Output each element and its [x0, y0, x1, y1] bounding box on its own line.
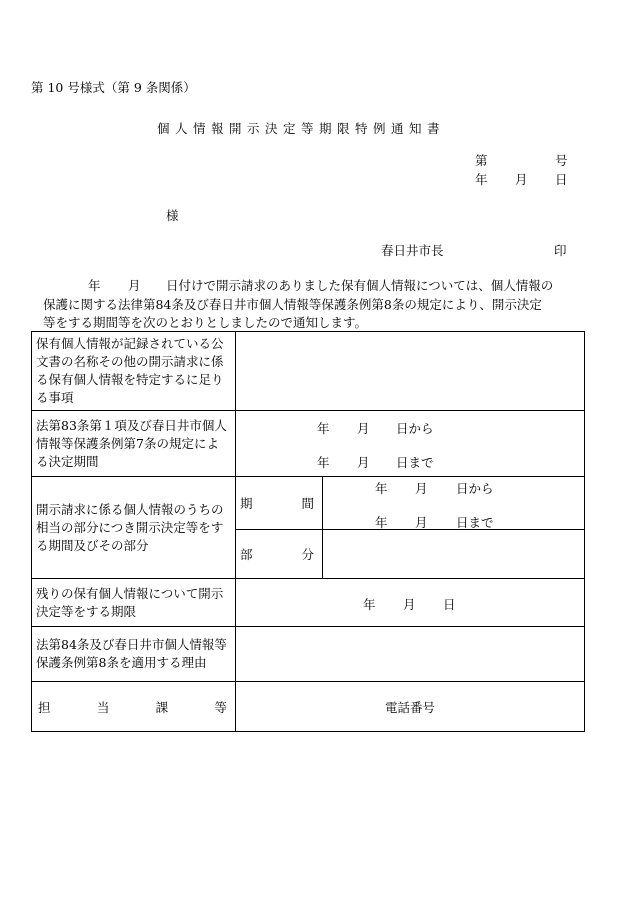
addressee-suffix: 様	[166, 208, 179, 223]
label-part-b: 分	[301, 547, 314, 562]
number-suffix: 号	[555, 153, 568, 168]
intro-month: 月	[128, 278, 141, 293]
partial-to-month: 月	[415, 515, 428, 530]
label-dept-char-3: 課	[155, 699, 169, 715]
intro-line-2: 保護に関する法律第84条及び春日井市個人情報等保護条例第8条の規定により、開示決定	[43, 297, 542, 312]
period-to-month: 月	[357, 455, 370, 470]
form-number: 第 10 号様式（第 9 条関係）	[31, 80, 196, 95]
header-date-year: 年	[475, 172, 488, 187]
label-part-a: 部	[240, 547, 253, 562]
intro-year: 年	[88, 278, 101, 293]
label-dept-char-1: 担	[38, 699, 51, 715]
header-date-month: 月	[515, 172, 528, 187]
field-target-documents[interactable]	[236, 332, 585, 411]
partial-from-day: 日から	[456, 481, 494, 496]
label-decision-period: 法第83条第１項及び春日井市個人情報等保護条例第7条の規定による決定期間	[32, 411, 236, 477]
label-partial-decision: 開示請求に係る個人情報のうちの相当の部分につき開示決定等をする期間及びその部分	[32, 477, 236, 579]
notice-table	[31, 331, 585, 732]
label-dept-char-4: 等	[214, 699, 227, 715]
header-date-day: 日	[555, 172, 568, 187]
label-part	[236, 530, 323, 579]
phone-number-label: 電話番号	[384, 699, 435, 715]
document-title: 個人情報開示決定等期限特例通知書	[157, 121, 446, 136]
label-department	[32, 682, 236, 732]
period-from-year: 年	[317, 421, 330, 436]
intro-line-1: 日付けで開示請求のありました保有個人情報については、個人情報の	[166, 278, 554, 293]
field-decision-period[interactable]	[236, 411, 585, 477]
intro-line-3: 等をする期間等を次のとおりとしましたので通知します。	[43, 315, 368, 330]
number-prefix: 第	[475, 153, 488, 168]
row-department	[32, 682, 585, 732]
period-to-day: 日まで	[396, 455, 434, 470]
period-from-month: 月	[357, 421, 370, 436]
label-reason: 法第84条及び春日井市個人情報等保護条例第8条を適用する理由	[32, 627, 236, 682]
row-target-documents	[32, 332, 585, 411]
partial-from-month: 月	[415, 481, 428, 496]
label-period-b: 間	[301, 496, 314, 511]
partial-to-day: 日まで	[456, 515, 494, 530]
partial-to-year: 年	[375, 515, 388, 530]
seal-mark: 印	[554, 243, 567, 258]
field-partial-part[interactable]	[323, 530, 585, 579]
field-reason[interactable]	[236, 627, 585, 682]
row-decision-period	[32, 411, 585, 477]
sender-name: 春日井市長	[381, 243, 444, 258]
field-remaining-deadline[interactable]	[236, 579, 585, 627]
period-to-year: 年	[317, 455, 330, 470]
deadline-year: 年	[363, 597, 376, 612]
label-period-a: 期	[240, 496, 253, 511]
row-remaining-deadline	[32, 579, 585, 627]
deadline-month: 月	[403, 597, 416, 612]
field-partial-period[interactable]	[323, 477, 585, 530]
partial-from-year: 年	[375, 481, 388, 496]
row-reason	[32, 627, 585, 682]
label-dept-char-2: 当	[96, 699, 110, 715]
row-partial-period	[32, 477, 585, 530]
label-remaining-deadline: 残りの保有個人情報について開示決定等をする期限	[32, 579, 236, 627]
label-target-documents: 保有個人情報が記録されている公文書の名称その他の開示請求に係る保有個人情報を特定するに足りる事項	[32, 332, 236, 411]
period-from-day: 日から	[396, 421, 434, 436]
field-department[interactable]	[236, 682, 585, 732]
label-period	[236, 477, 323, 530]
deadline-day: 日	[443, 597, 456, 612]
